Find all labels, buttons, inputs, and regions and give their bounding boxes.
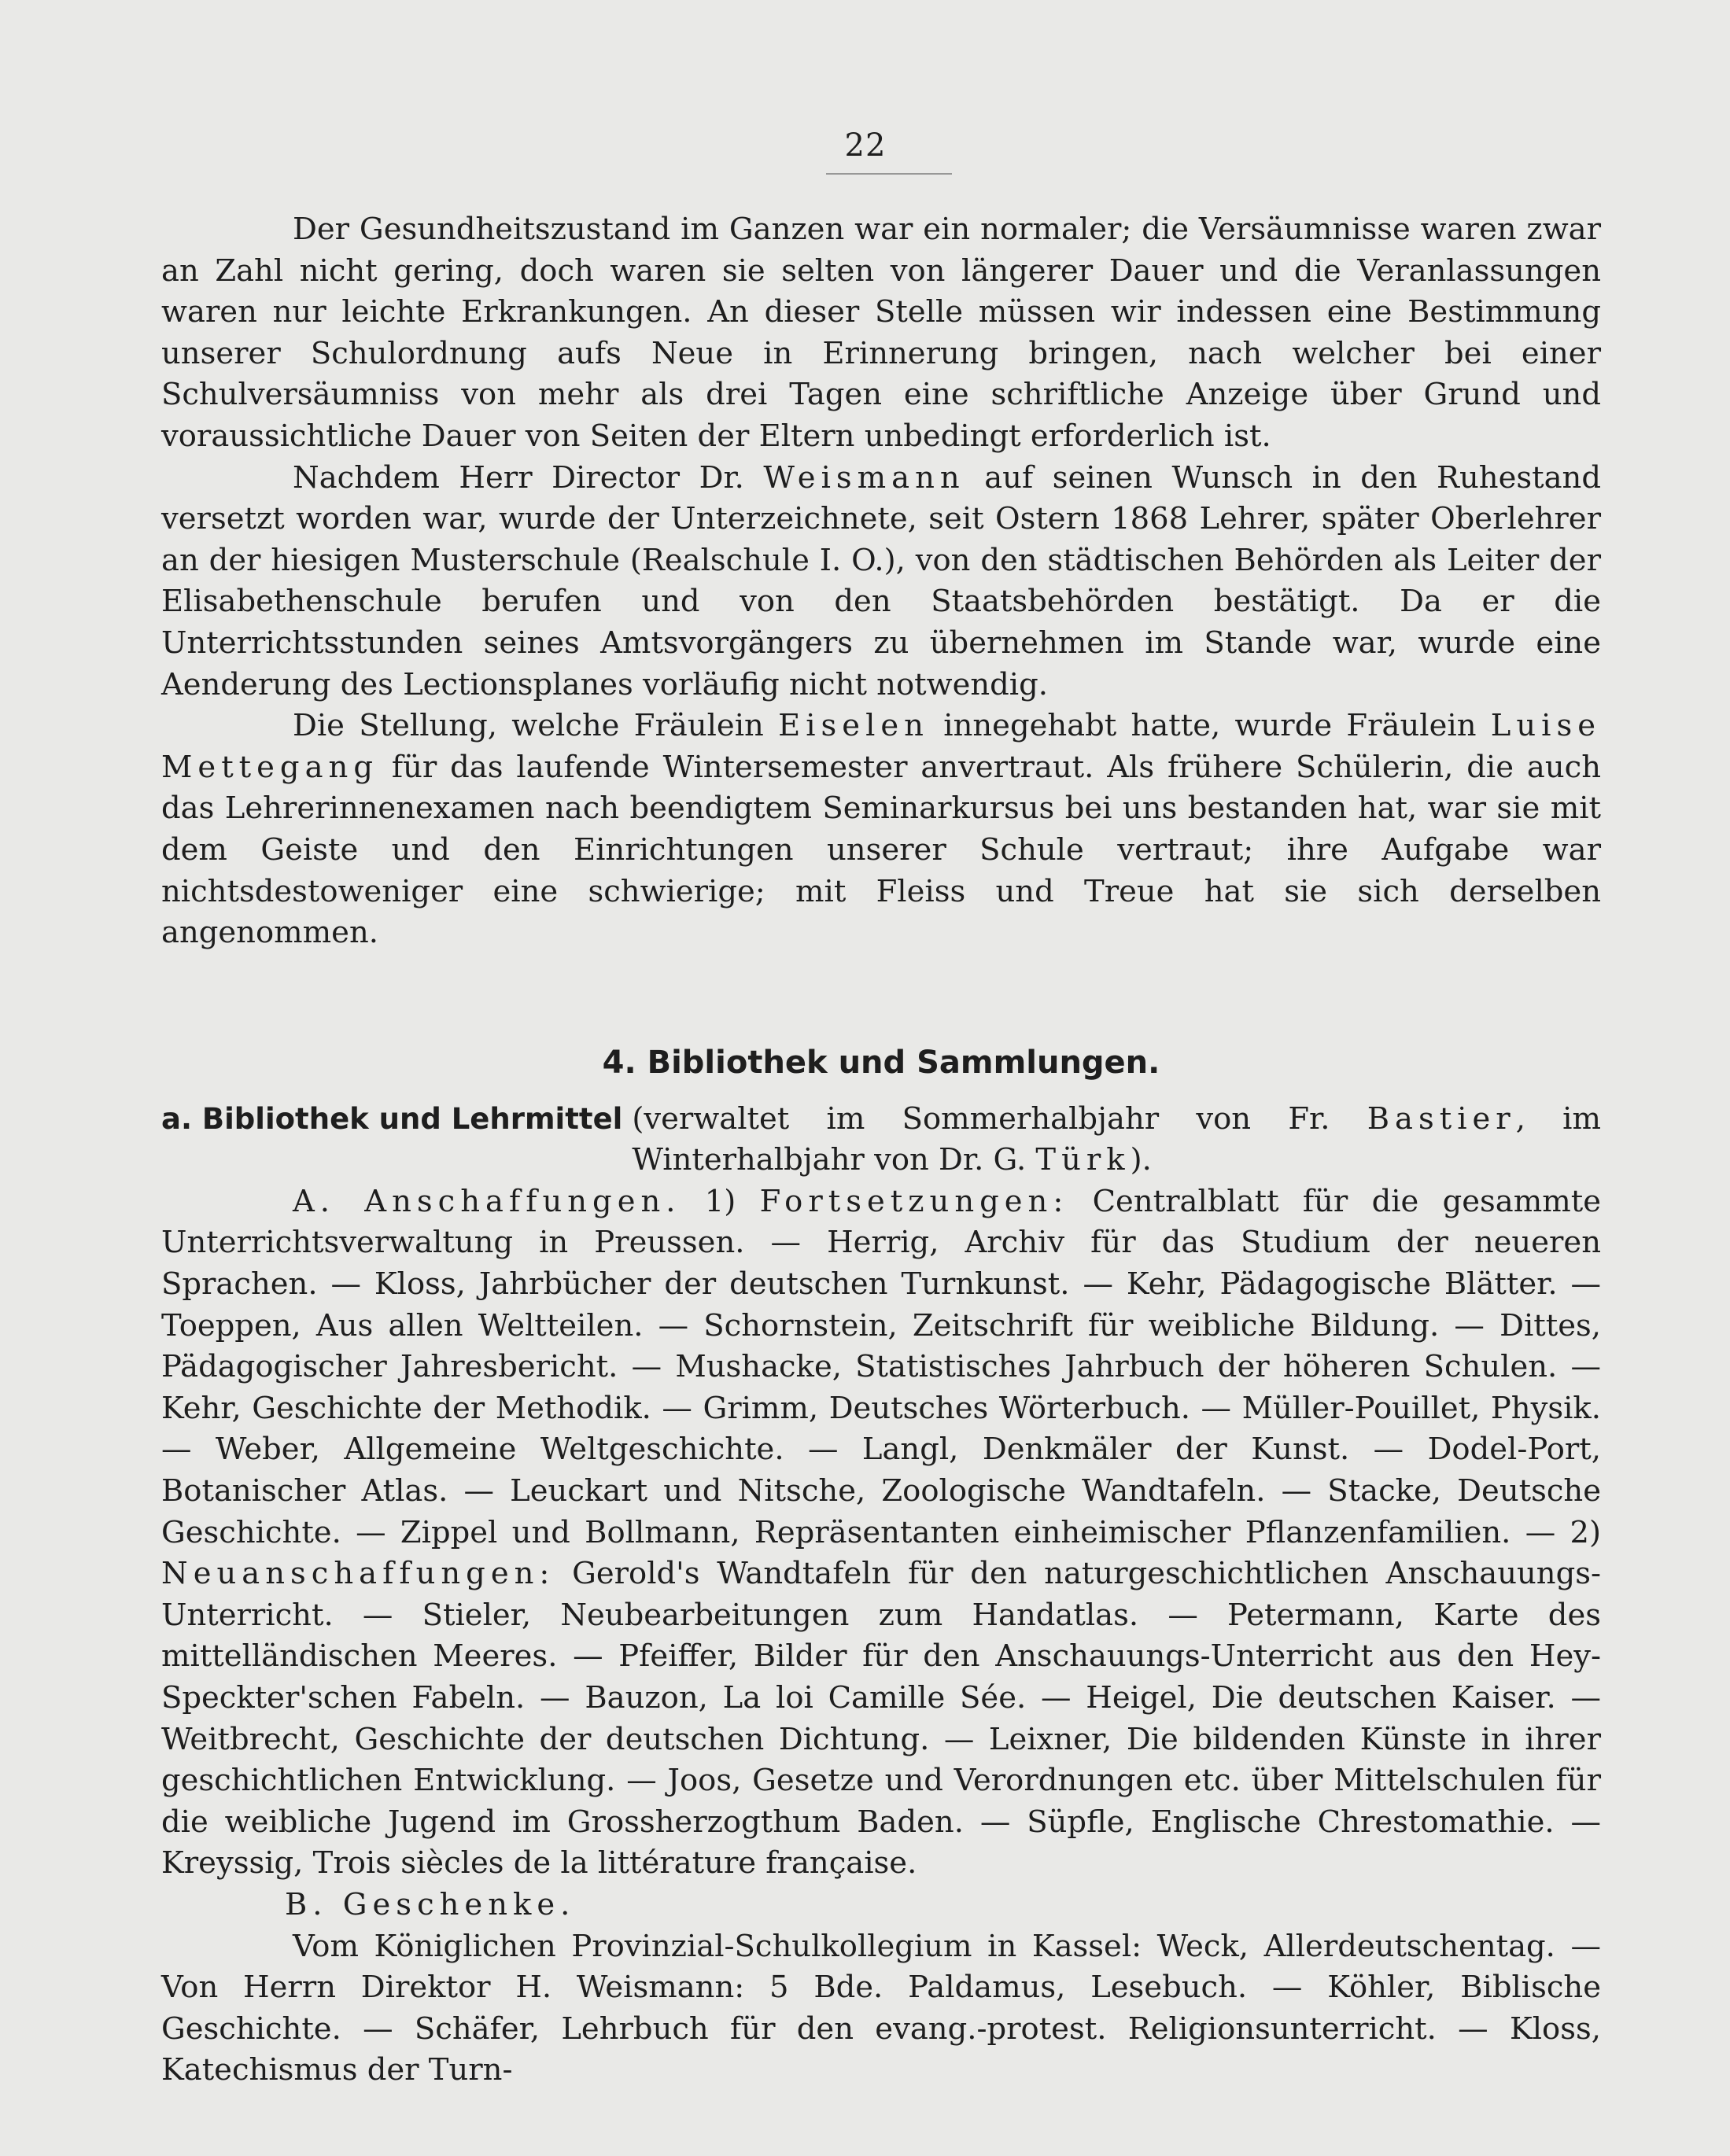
text-run: Nachdem Herr Director Dr.	[293, 459, 764, 496]
person-name: Eiselen	[778, 708, 929, 744]
page-number: 22	[844, 127, 887, 164]
text-run: (verwaltet im Sommerhalbjahr von Fr.	[632, 1100, 1367, 1137]
text-run: auf seinen Wunsch in den Ruhestand versetzt worden war, wurde der Unterzeichnete, seit Ostern 1868 Lehrer, später Oberlehrer an der hiesigen Musterschule (Realschule I. O.), von den städtischen Behörden als Leiter der Elisabethenschule berufen und von den Staatsbehörden bestätigt. Da er die Unterrichtsstunden seines Amtsvorgängers zu übernehmen im Stande war, wurde eine Aenderung des Lectionsplanes vorläufig nicht notwendig.	[161, 459, 1601, 702]
text-run: innegehabt hatte, wurde Fräulein	[928, 708, 1491, 744]
text-run: für das laufende Wintersemester anvertraut. Als frühere Schülerin, die auch das Lehrerinnenexamen nach beendigtem Seminarkursus bei uns bestanden hat, war sie mit dem Geiste und den Einrichtungen unserer Schule vertraut; ihre Aufgabe war nichtsdestoweniger eine schwierige; mit Fleiss und Treue hat sie sich derselben angenommen.	[161, 749, 1601, 951]
section-heading: 4. Bibliothek und Sammlungen.	[602, 1044, 1160, 1081]
gifts-label: B. Geschenke.	[285, 1886, 576, 1922]
text-run: Die Stellung, welche Fräulein	[293, 708, 779, 744]
person-name: Bastier	[1367, 1100, 1516, 1137]
paragraph-health: Der Gesundheitszustand im Ganzen war ein normaler; die Versäumnisse waren zwar an Zahl nicht gering, doch waren sie selten von längerer Dauer und die Veranlassungen waren nur leichte Erkrankungen. An dieser Stelle müssen wir indessen eine Bestimmung unserer Schulordnung aufs Neue in Erinnerung bringen, nach welcher bei einer Schulversäumniss von mehr als drei Tagen eine schriftliche Anzeige über Grund und voraussichtliche Dauer von Seiten der Eltern unbedingt erforderlich ist.	[161, 212, 1601, 454]
section-gap	[161, 954, 1601, 1042]
continuations-label: Fortsetzungen:	[759, 1183, 1069, 1219]
person-name: Weismann	[763, 459, 965, 496]
text-run: 1)	[681, 1183, 760, 1219]
person-name: Türk	[1035, 1142, 1131, 1178]
subsection-a	[161, 1099, 1601, 1181]
subsection-note	[632, 1099, 1601, 1181]
new-acquisitions-label: Neuanschaffungen:	[161, 1556, 555, 1592]
text-run: ).	[1130, 1142, 1152, 1178]
acquisitions-label: A. Anschaffungen.	[293, 1183, 681, 1219]
decorative-rule	[826, 173, 952, 182]
body-text	[161, 209, 1601, 2092]
paragraph-teacher	[161, 706, 1601, 954]
person-name: Luise Mettegang	[161, 708, 1601, 785]
text-run: Centralblatt für die gesammte Unterrichtsverwaltung in Preussen. — Herrig, Archiv für das Studium der neueren Sprachen. — Kloss, Jahrbücher der deutschen Turnkunst. — Kehr, Pädagogische Blätter. — Toeppen, Aus allen Weltteilen. — Schornstein, Zeitschrift für weibliche Bildung. — Dittes, Pädagogischer Jahresbericht. — Mushacke, Statistisches Jahrbuch der höheren Schulen. — Kehr, Geschichte der Methodik. — Grimm, Deutsches Wörterbuch. — Müller-Pouillet, Physik. — Weber, Allgemeine Weltgeschichte. — Langl, Denkmäler der Kunst. — Dodel-Port, Botanischer Atlas. — Leuckart und Nitsche, Zoologische Wandtafeln. — Stacke, Deutsche Geschichte. — Zippel und Bollmann, Repräsentanten einheimischer Pflanzenfamilien. — 2)	[161, 1183, 1601, 1550]
paragraph-acquisitions	[161, 1181, 1601, 1885]
text-run: , im Winterhalbjahr von Dr. G.	[632, 1100, 1602, 1178]
paragraph-gifts: Vom Königlichen Provinzial-Schulkollegium in Kassel: Weck, Allerdeutschentag. — Von Herrn Direktor H. Weismann: 5 Bde. Paldamus, Lesebuch. — Köhler, Biblische Geschichte. — Schäfer, Lehrbuch für den evang.-protest. Religionsunterricht. — Kloss, Katechismus der Turn-	[161, 1928, 1601, 2088]
subsection-label: a. Bibliothek und Lehrmittel	[161, 1101, 623, 1136]
paragraph-director	[161, 458, 1601, 706]
text-run: Gerold's Wandtafeln für den naturgeschichtlichen Anschauungs-Unterricht. — Stieler, Neubearbeitungen zum Handatlas. — Petermann, Karte des mittelländischen Meeres. — Pfeiffer, Bilder für den Anschauungs-Unterricht aus den Hey-Speckter'schen Fabeln. — Bauzon, La loi Camille Sée. — Heigel, Die deutschen Kaiser. — Weitbrecht, Geschichte der deutschen Dichtung. — Leixner, Die bildenden Künste in ihrer geschichtlichen Entwicklung. — Joos, Gesetze und Verordnungen etc. über Mittelschulen für die weibliche Jugend im Grossherzogthum Baden. — Süpfle, Englische Chrestomathie. — Kreyssig, Trois siècles de la littérature française.	[161, 1556, 1601, 1881]
